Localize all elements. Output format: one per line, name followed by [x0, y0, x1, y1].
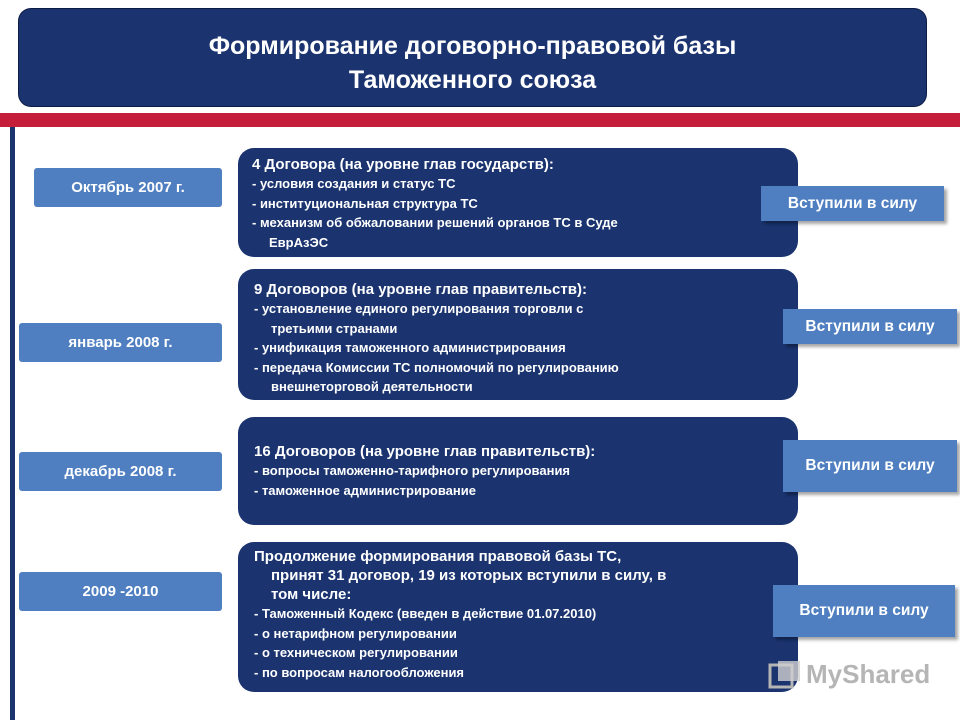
date-label-2009-2010: 2009 -2010: [19, 572, 222, 611]
list-item: - передача Комиссии ТС полномочий по регулированию: [254, 359, 619, 375]
agreement-card-1: [238, 148, 798, 257]
left-accent-line: [10, 127, 15, 720]
list-item: ЕврАзЭС: [269, 234, 329, 250]
date-label-dec-2008: декабрь 2008 г.: [19, 452, 222, 491]
card-item-list: [254, 461, 798, 500]
card-heading-line: том числе:: [271, 586, 352, 603]
list-item: - условия создания и статус ТС: [252, 176, 456, 191]
status-badge: Вступили в силу: [783, 309, 957, 344]
list-item: - унификация таможенного администрирования: [254, 340, 566, 355]
list-item: третьими странами: [271, 320, 398, 336]
card-heading: [254, 547, 798, 604]
card-heading-line: принят 31 договор, 19 из которых вступили в силу, в: [271, 567, 667, 584]
card-heading-line: Продолжение формирования правовой базы ТС,: [254, 548, 622, 565]
card-item-list: [254, 604, 798, 682]
list-item: - установление единого регулирования торговли с: [254, 301, 584, 316]
card-heading: 9 Договоров (на уровне глав правительств):: [254, 281, 587, 298]
date-label-jan-2008: январь 2008 г.: [19, 323, 222, 362]
card-heading: 16 Договоров (на уровне глав правительств):: [254, 443, 596, 460]
watermark: [768, 656, 930, 692]
date-label-oct-2007: Октябрь 2007 г.: [34, 168, 222, 207]
status-badge: Вступили в силу: [783, 440, 957, 492]
list-item: - о техническом регулировании: [254, 645, 458, 660]
status-badge: Вступили в силу: [773, 585, 955, 637]
agreement-card-2: [238, 269, 798, 400]
page-title: [19, 29, 926, 97]
list-item: - институциональная структура ТС: [252, 195, 478, 211]
red-divider: [0, 113, 960, 127]
list-item: - Таможенный Кодекс (введен в действие 01.07.2010): [254, 606, 597, 621]
list-item: - по вопросам налогообложения: [254, 664, 465, 680]
title-line-2: Таможенного союза: [348, 66, 597, 94]
card-item-list: [254, 299, 798, 397]
agreement-card-4: [238, 542, 798, 692]
title-line-1: Формирование договорно-правовой базы: [208, 32, 737, 60]
list-item: внешнеторговой деятельности: [271, 379, 473, 394]
agreement-card-3: [238, 417, 798, 525]
watermark-text: MyShared: [806, 658, 931, 689]
watermark-logo-icon: [768, 659, 802, 689]
list-item: - таможенное администрирование: [254, 482, 476, 498]
list-item: - механизм об обжаловании решений органов ТС в Суде: [252, 215, 618, 230]
card-item-list: [252, 174, 798, 252]
status-badge: Вступили в силу: [761, 186, 944, 221]
list-item: - о нетарифном регулировании: [254, 625, 457, 641]
list-item: - вопросы таможенно-тарифного регулирования: [254, 463, 571, 478]
card-heading: 4 Договора (на уровне глав государств):: [252, 156, 554, 173]
title-banner: [19, 9, 926, 106]
